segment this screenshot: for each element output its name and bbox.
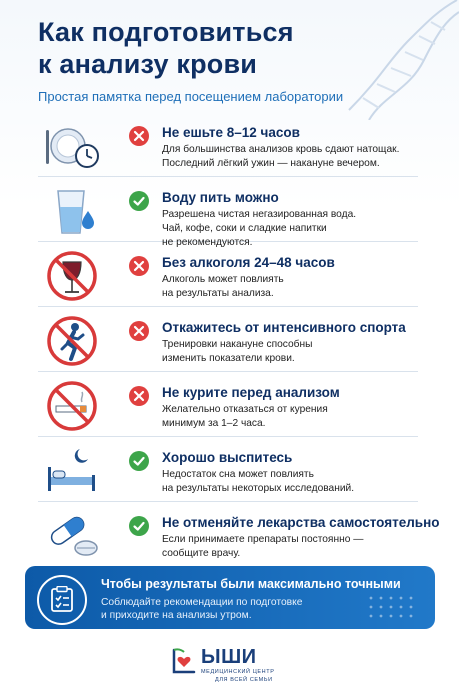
cross-icon [129, 386, 149, 406]
no-smoking-icon [44, 380, 100, 432]
plate-clock-icon [44, 120, 100, 172]
check-icon [129, 451, 149, 471]
no-alcohol-icon [44, 250, 100, 302]
item-description: Желательно отказаться от курения минимум за 1–2 часа. [162, 404, 328, 429]
cross-icon [129, 321, 149, 341]
item-title: Не курите перед анализом [162, 385, 340, 400]
logo-tagline: МЕДИЦИНСКИЙ ЦЕНТР [201, 669, 275, 675]
list-item [38, 502, 440, 566]
check-icon [129, 516, 149, 536]
item-title: Без алкоголя 24–48 часов [162, 255, 335, 270]
item-description: Разрешена чистая негазированная вода. Чай, кофе, соки и сладкие напитки не рекомендуются. [162, 209, 357, 248]
item-title: Хорошо выспитесь [162, 450, 293, 465]
tip-banner [25, 566, 435, 629]
logo-tagline-2: ДЛЯ ВСЕЙ СЕМЬИ [215, 677, 273, 683]
list-item [38, 437, 418, 502]
pills-icon [44, 510, 100, 562]
list-item [38, 242, 418, 307]
item-title: Откажитесь от интенсивного спорта [162, 320, 406, 335]
decorative-dots [367, 594, 421, 620]
heart-cross-icon [170, 646, 198, 676]
water-glass-icon [44, 185, 100, 237]
cross-icon [129, 256, 149, 276]
page-subtitle: Простая памятка перед посещением лаборатории [38, 89, 344, 104]
item-description: Если принимаете препараты постоянно — сообщите врачу. [162, 534, 364, 559]
item-description: Тренировки накануне способны изменить показатели крови. [162, 339, 313, 364]
item-description: Для большинства анализов кровь сдают натощак. Последний лёгкий ужин — накануне вечером. [162, 144, 400, 169]
item-description: Недостаток сна может повлиять на результаты некоторых исследований. [162, 469, 355, 494]
logo-name: ЫШИ [201, 646, 257, 668]
list-item [38, 307, 418, 372]
item-description: Алкоголь может повлиять на результаты анализа. [162, 274, 284, 299]
bed-moon-icon [44, 445, 100, 497]
checklist-icon [37, 575, 87, 625]
cross-icon [129, 126, 149, 146]
item-title: Не отменяйте лекарства самостоятельно [162, 515, 440, 530]
list-item [38, 372, 418, 437]
banner-title: Чтобы результаты были максимально точными [101, 577, 401, 591]
banner-text: Соблюдайте рекомендации по подготовке и приходите на анализы утром. [101, 597, 303, 621]
check-icon [129, 191, 149, 211]
page-title: Как подготовиться к анализу крови [38, 17, 294, 79]
item-title: Воду пить можно [162, 190, 279, 205]
no-running-icon [44, 315, 100, 367]
checklist [38, 112, 440, 566]
list-item [38, 177, 418, 248]
item-title: Не ешьте 8–12 часов [162, 125, 300, 140]
clinic-logo [170, 642, 290, 688]
list-item [38, 112, 418, 177]
